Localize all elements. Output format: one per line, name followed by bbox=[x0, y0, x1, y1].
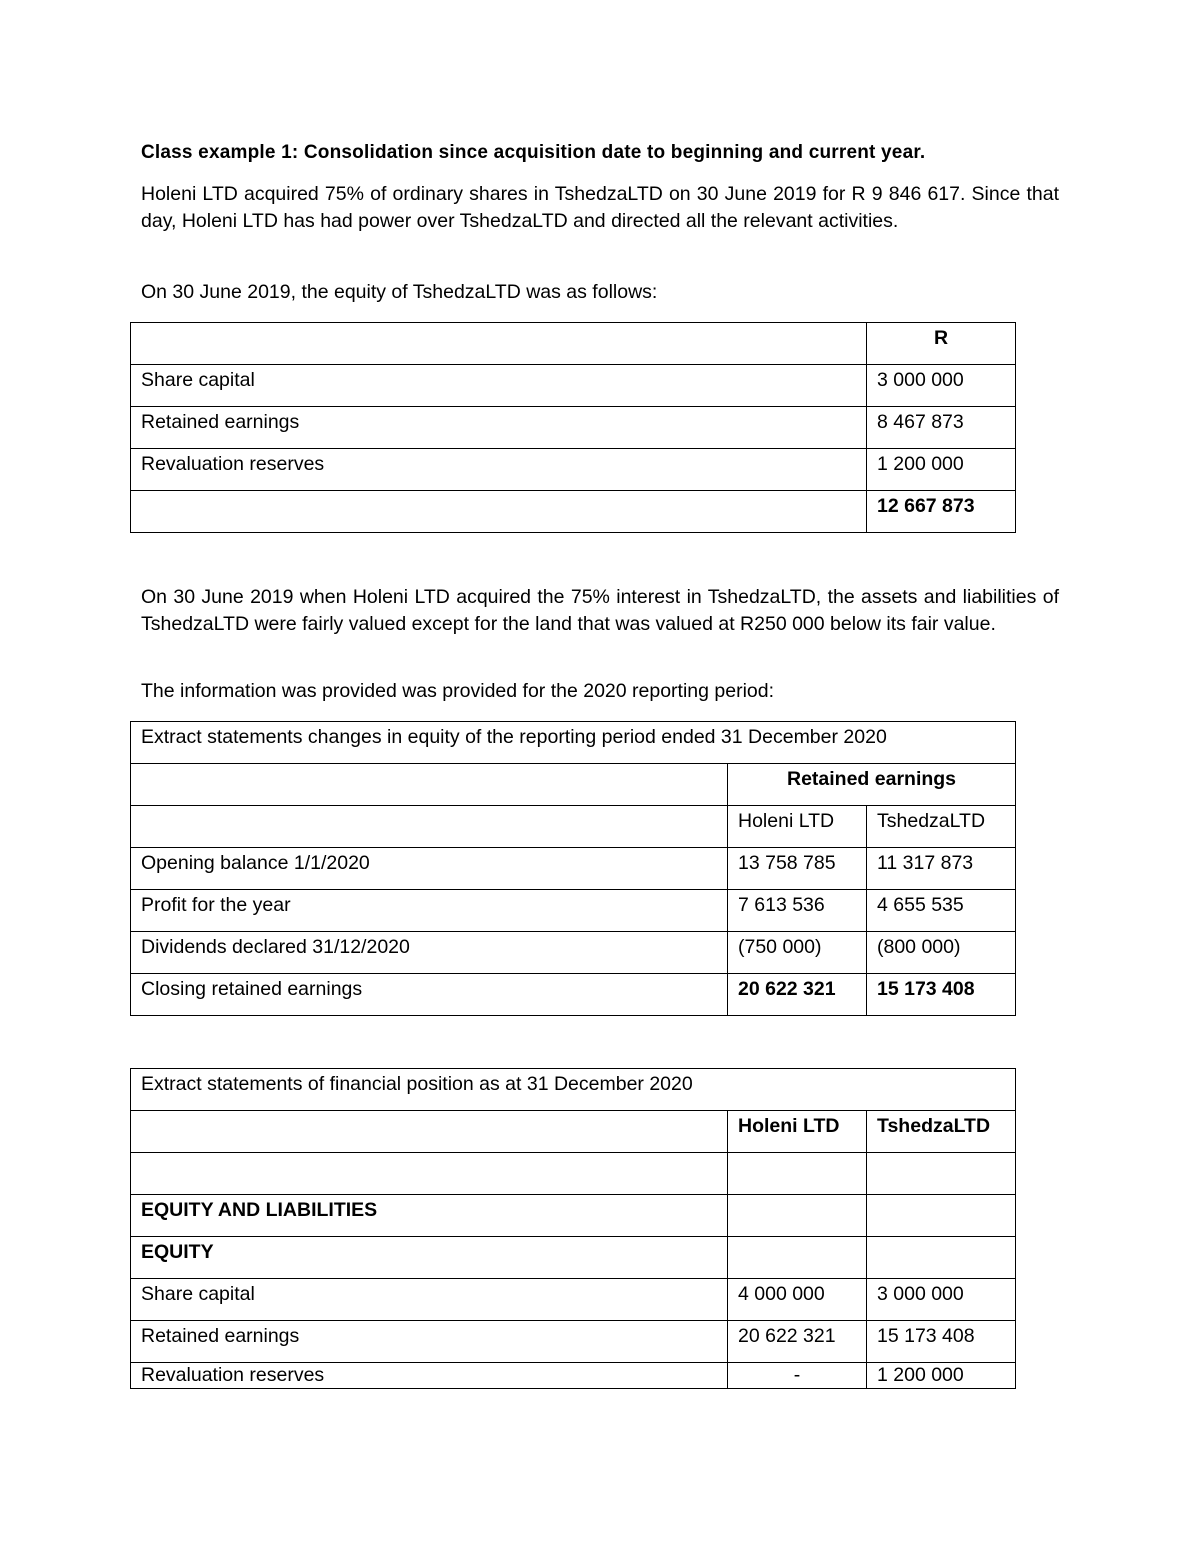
column-header: Holeni LTD bbox=[728, 1111, 867, 1153]
row-value: 7 613 536 bbox=[728, 890, 867, 932]
total-value: 20 622 321 bbox=[728, 974, 867, 1016]
row-label: Profit for the year bbox=[131, 890, 728, 932]
currency-header: R bbox=[867, 323, 1016, 365]
table-row bbox=[131, 1237, 1016, 1279]
table-row bbox=[131, 1363, 1016, 1389]
empty-cell bbox=[131, 491, 867, 533]
table-row bbox=[131, 449, 1016, 491]
row-value: 4 000 000 bbox=[728, 1279, 867, 1321]
empty-cell bbox=[867, 1195, 1016, 1237]
equity-table bbox=[130, 322, 1016, 533]
table-row bbox=[131, 1195, 1016, 1237]
table-row bbox=[131, 1321, 1016, 1363]
table-row bbox=[131, 890, 1016, 932]
table-row bbox=[131, 932, 1016, 974]
financial-position-table bbox=[130, 1068, 1016, 1389]
column-header: TshedzaLTD bbox=[867, 1111, 1016, 1153]
table-row bbox=[131, 323, 1016, 365]
equity-intro: On 30 June 2019, the equity of TshedzaLTD was as follows: bbox=[141, 281, 658, 303]
changes-in-equity-table bbox=[130, 721, 1016, 1016]
table-caption: Extract statements changes in equity of the reporting period ended 31 December 2020 bbox=[131, 722, 1016, 764]
row-label: Closing retained earnings bbox=[131, 974, 728, 1016]
table-row bbox=[131, 764, 1016, 806]
table-row bbox=[131, 407, 1016, 449]
total-value: 12 667 873 bbox=[867, 491, 1016, 533]
table-row bbox=[131, 722, 1016, 764]
row-value: 11 317 873 bbox=[867, 848, 1016, 890]
row-value: - bbox=[728, 1363, 867, 1389]
table-row bbox=[131, 1153, 1016, 1195]
empty-cell bbox=[131, 806, 728, 848]
row-label: Revaluation reserves bbox=[131, 1363, 728, 1389]
group-header: Retained earnings bbox=[728, 764, 1016, 806]
table-row bbox=[131, 1069, 1016, 1111]
empty-cell bbox=[867, 1153, 1016, 1195]
row-value: 8 467 873 bbox=[867, 407, 1016, 449]
row-value: 13 758 785 bbox=[728, 848, 867, 890]
table-row bbox=[131, 1279, 1016, 1321]
empty-cell bbox=[728, 1153, 867, 1195]
row-label: Revaluation reserves bbox=[131, 449, 867, 491]
row-value: 20 622 321 bbox=[728, 1321, 867, 1363]
intro-paragraph: Holeni LTD acquired 75% of ordinary shares in TshedzaLTD on 30 June 2019 for R 9 846 617. Since that day, Holeni LTD has had power over TshedzaLTD and directed all the relevant activities. bbox=[141, 183, 1059, 232]
empty-cell bbox=[131, 1153, 728, 1195]
column-header: Holeni LTD bbox=[728, 806, 867, 848]
empty-cell bbox=[131, 1111, 728, 1153]
row-value: 1 200 000 bbox=[867, 1363, 1016, 1389]
total-value: 15 173 408 bbox=[867, 974, 1016, 1016]
table-row bbox=[131, 848, 1016, 890]
table-caption: Extract statements of financial position as at 31 December 2020 bbox=[131, 1069, 1016, 1111]
row-label: Share capital bbox=[131, 365, 867, 407]
row-label: Retained earnings bbox=[131, 1321, 728, 1363]
table-row bbox=[131, 974, 1016, 1016]
row-value: (750 000) bbox=[728, 932, 867, 974]
table-row bbox=[131, 806, 1016, 848]
section-heading: EQUITY AND LIABILITIES bbox=[131, 1195, 728, 1237]
row-value: 4 655 535 bbox=[867, 890, 1016, 932]
empty-cell bbox=[131, 764, 728, 806]
row-label: Dividends declared 31/12/2020 bbox=[131, 932, 728, 974]
empty-cell bbox=[867, 1237, 1016, 1279]
table-row bbox=[131, 491, 1016, 533]
empty-cell bbox=[728, 1237, 867, 1279]
table-row bbox=[131, 1111, 1016, 1153]
reporting-intro: The information was provided was provided for the 2020 reporting period: bbox=[141, 680, 775, 702]
row-value: (800 000) bbox=[867, 932, 1016, 974]
table-row bbox=[131, 365, 1016, 407]
row-value: 1 200 000 bbox=[867, 449, 1016, 491]
row-value: 15 173 408 bbox=[867, 1321, 1016, 1363]
document-title: Class example 1: Consolidation since acquisition date to beginning and current year. bbox=[141, 142, 926, 163]
valuation-paragraph: On 30 June 2019 when Holeni LTD acquired the 75% interest in TshedzaLTD, the assets and liabilities of TshedzaLTD were fairly valued except for the land that was valued at R250 000 below its fair value. bbox=[141, 586, 1059, 635]
row-value: 3 000 000 bbox=[867, 1279, 1016, 1321]
row-label: Retained earnings bbox=[131, 407, 867, 449]
empty-cell bbox=[728, 1195, 867, 1237]
row-label: Opening balance 1/1/2020 bbox=[131, 848, 728, 890]
row-label: Share capital bbox=[131, 1279, 728, 1321]
section-heading: EQUITY bbox=[131, 1237, 728, 1279]
column-header: TshedzaLTD bbox=[867, 806, 1016, 848]
empty-cell bbox=[131, 323, 867, 365]
row-value: 3 000 000 bbox=[867, 365, 1016, 407]
